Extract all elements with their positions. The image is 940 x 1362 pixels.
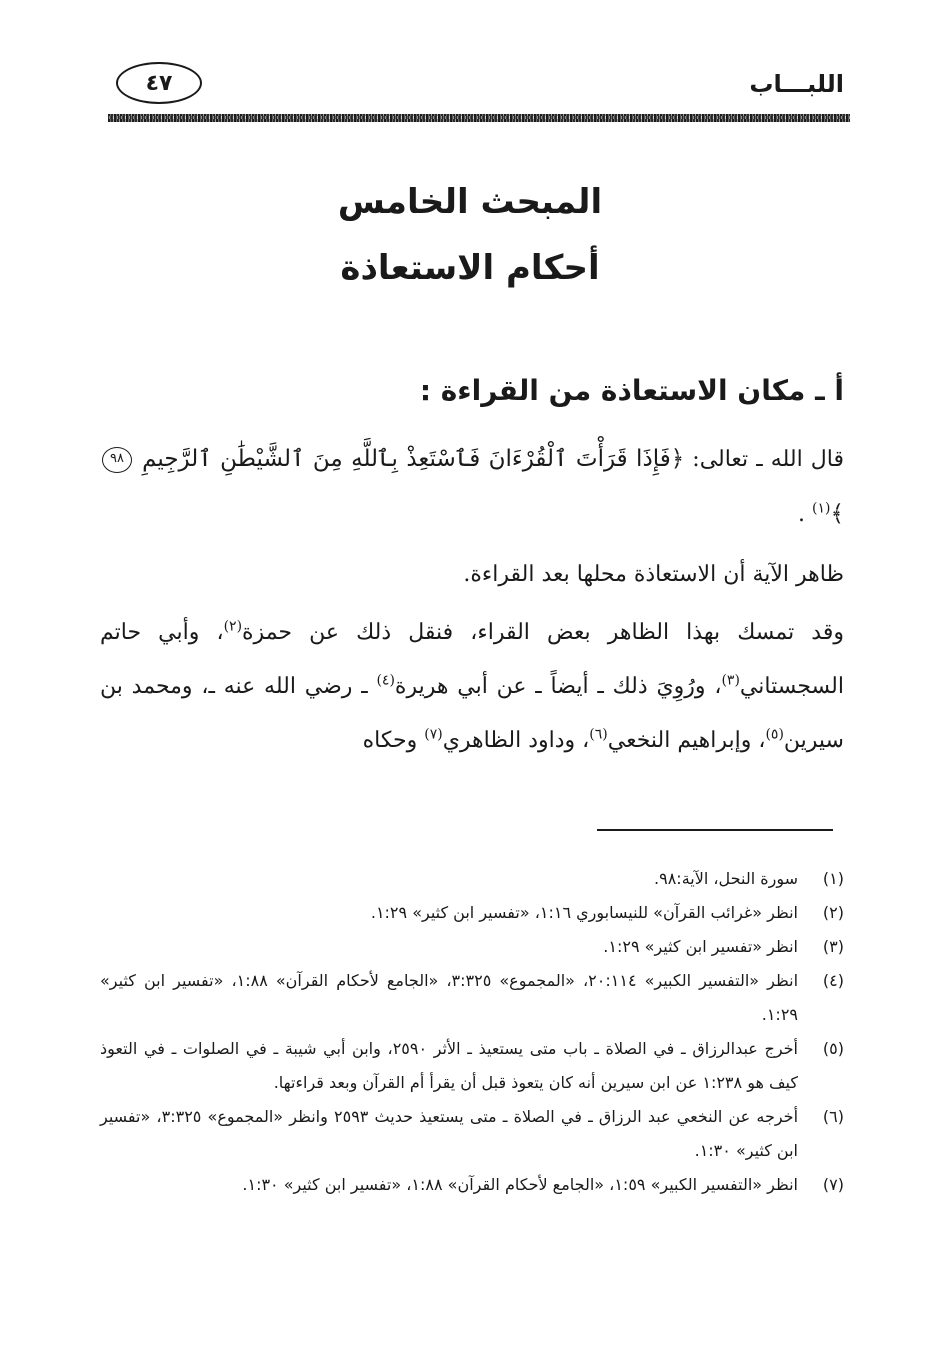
paragraph-text: ـ رضي الله عنه ـ، ومحمد بن سيرين [100,674,844,753]
footnote-item [100,1032,844,1100]
footnote-item [100,1100,844,1168]
footnote-number: (١) [822,869,844,888]
footnote-ref: (٥) [765,726,784,743]
paragraph-apparent-meaning: ظاهر الآية أن الاستعاذة محلها بعد القراءة. [463,562,844,587]
footnote-item [100,862,844,896]
footnote-ref: (٦) [589,726,608,743]
quote-end: . [798,502,813,527]
footnote-number: (٢) [822,903,844,922]
footnote-ref: (٤) [376,672,395,689]
footnote-number: (٣) [822,937,844,956]
quran-quote-paragraph [100,432,844,542]
footnote-item [100,1168,844,1202]
footnote-ref: (٣) [721,672,740,689]
ayah-number-marker: ٩٨ [102,447,132,473]
paragraph-text: ، ورُوِيَ ذلك ـ أيضاً ـ عن أبي هريرة [394,674,722,699]
footnote-item [100,930,844,964]
section-title: المبحث الخامس [337,182,603,222]
footnote-number: (٤) [822,971,844,990]
quran-verse: فَإِذَا قَرَأْتَ ٱلْقُرْءَانَ فَٱسْتَعِذْ بِٱللَّهِ مِنَ ٱلشَّيْطَٰنِ ٱلرَّجِيمِ [142,446,671,472]
footnote-ref: (١) [812,500,831,517]
quote-close-bracket: ﴾ [830,501,844,527]
footnote-text: سورة النحل، الآية:٩٨. [654,869,798,888]
paragraph-text: وقد تمسك بهذا الظاهر بعض القراء، فنقل ذلك عن حمزة [242,620,844,645]
footnote-ref: (٢) [223,618,243,635]
footnote-text: انظر «التفسير الكبير» ٢٠:١١٤، «المجموع» ٣:٣٢٥، «الجامع لأحكام القرآن» ١:٨٨، «تفسير ابن كثير» ١:٢٩. [100,971,799,1024]
running-title: اللبـــاب [749,70,844,98]
footnote-number: (٦) [822,1107,844,1126]
quote-intro: قال الله ـ تعالى: [692,447,844,472]
paragraph-scholars [100,606,844,768]
header-divider [108,114,850,122]
footnote-item [100,896,844,930]
page-number-text: ٤٧ [145,70,173,96]
subheading: أ ـ مكان الاستعاذة من القراءة : [419,374,844,407]
quote-open-bracket: ﴿ [670,446,685,472]
footnote-text: أخرج عبدالرزاق ـ في الصلاة ـ باب متى يستعيذ ـ الأثر ٢٥٩٠، وابن أبي شيبة ـ في الصلوات ـ في التعوذ كيف هو ١:٢٣٨ عن ابن سيرين أنه كان يتعوذ قبل أن يقرأ أم القرآن وبعد قراءتها. [100,1039,799,1092]
paragraph-text: وحكاه [362,728,425,753]
footnote-text: انظر «تفسير ابن كثير» ١:٢٩. [603,937,798,956]
footnotes-list [100,862,844,1202]
footnote-separator [597,829,833,831]
footnote-text: أخرجه عن النخعي عبد الرزاق ـ في الصلاة ـ متى يستعيذ حديث ٢٥٩٣ وانظر «المجموع» ٣:٣٢٥، «تفسير ابن كثير» ١:٣٠. [100,1107,799,1160]
paragraph-text: ، وأبي حاتم السجستاني [100,620,844,699]
paragraph-text: ، وإبراهيم النخعي [607,728,766,753]
footnote-ref: (٧) [424,726,443,743]
footnote-text: انظر «غرائب القرآن» للنيسابوري ١:١٦، «تفسير ابن كثير» ١:٢٩. [370,903,798,922]
footnote-number: (٧) [822,1175,844,1194]
paragraph-text: ، وداود الظاهري [442,728,590,753]
footnote-text: انظر «التفسير الكبير» ١:٥٩، «الجامع لأحكام القرآن» ١:٨٨، «تفسير ابن كثير» ١:٣٠. [242,1175,798,1194]
section-subtitle: أحكام الاستعاذة [340,248,600,288]
page-number [116,62,202,104]
footnote-item [100,964,844,1032]
footnote-number: (٥) [822,1039,844,1058]
